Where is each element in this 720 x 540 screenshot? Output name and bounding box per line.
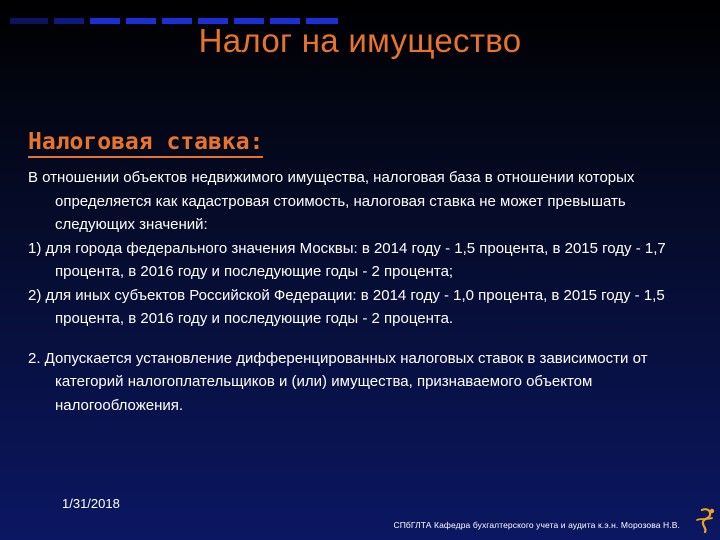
slide-body <box>28 166 698 417</box>
stylized-figure-logo-icon <box>692 506 718 536</box>
slide-title: Налог на имущество <box>198 22 522 59</box>
paragraph-moscow-rate: 1) для города федерального значения Москвы: в 2014 году - 1,5 процента, в 2015 году - 1,7 процента, в 2016 году и последующие годы - 2 процента; <box>28 239 666 280</box>
slide-footer: СПбГЛТА Кафедра бухгалтерского учета и аудита к.э.н. Морозова Н.В. <box>393 520 680 530</box>
paragraph-intro: В отношении объектов недвижимого имущества, налоговая база в отношении которых определяется как кадастровая стоимость, налоговая ставка не может превышать следующих значений: <box>28 169 635 233</box>
slide-subtitle: Налоговая ставка: <box>28 128 263 158</box>
slide-date: 1/31/2018 <box>62 496 120 511</box>
paragraph-differentiated-rates: 2. Допускается установление дифференцированных налоговых ставок в зависимости от категорий налогоплательщиков и (или) имущества, признаваемого объектом налогообложения. <box>28 349 648 414</box>
paragraph-other-regions-rate: 2) для иных субъектов Российской Федерации: в 2014 году - 1,0 процента, в 2015 году - 1,5 процента, в 2016 году и последующие годы - 2 процента. <box>28 286 665 327</box>
